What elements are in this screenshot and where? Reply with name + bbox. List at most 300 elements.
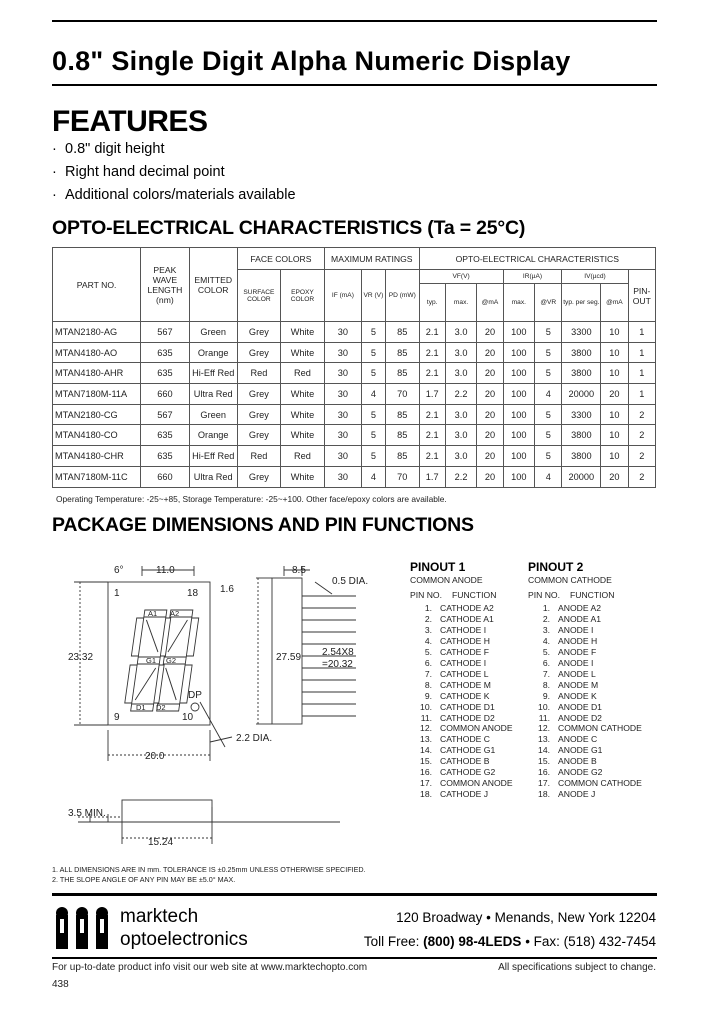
dim-pin-dia-label: 0.5 DIA. xyxy=(332,576,369,587)
cell-iv-typ: 3800 xyxy=(562,425,601,446)
pin-number: 9. xyxy=(424,690,432,701)
cell-color: Orange xyxy=(189,342,237,363)
cell-vf-typ: 2.1 xyxy=(419,342,445,363)
dim-bottom-width-label: 20.0 xyxy=(145,751,165,762)
pinout1-title: PINOUT 1 xyxy=(410,560,466,574)
pin-row xyxy=(526,691,597,702)
dim-dp-dia-label: 2.2 DIA. xyxy=(236,733,273,744)
cell-ir-vr: 4 xyxy=(535,384,562,405)
cell-vf-typ: 1.7 xyxy=(419,466,445,487)
cell-wave: 635 xyxy=(141,342,189,363)
cell-ir-vr: 5 xyxy=(535,404,562,425)
cell-vf-ma: 20 xyxy=(477,322,503,343)
cell-vf-ma: 20 xyxy=(477,342,503,363)
cell-vf-max: 3.0 xyxy=(445,322,477,343)
pin-function: ANODE D2 xyxy=(558,712,602,723)
cell-if: 30 xyxy=(325,322,362,343)
cell-epoxy: Red xyxy=(280,446,324,467)
cell-surface: Grey xyxy=(237,425,280,446)
pin-number: 1. xyxy=(424,603,432,613)
table-row xyxy=(53,466,656,487)
cell-pd: 85 xyxy=(385,322,419,343)
dim-min-length-label: 3.5 MIN. xyxy=(68,808,106,819)
pin-number: 7. xyxy=(424,668,432,679)
pin-row xyxy=(408,778,513,789)
cell-epoxy: White xyxy=(280,322,324,343)
footer-rule xyxy=(52,893,657,896)
cell-if: 30 xyxy=(325,384,362,405)
side-view-outline xyxy=(272,578,302,724)
cell-vf-max: 2.2 xyxy=(445,384,477,405)
dim-width-label: 11.0 xyxy=(156,565,175,576)
cell-epoxy: Red xyxy=(280,363,324,384)
pin-function: COMMON CATHODE xyxy=(558,778,642,789)
pin-number: 6. xyxy=(424,657,432,668)
company-name-line1: marktech xyxy=(120,906,199,927)
cell-if: 30 xyxy=(325,363,362,384)
pin-row xyxy=(408,789,488,800)
page-title: 0.8" Single Digit Alpha Numeric Display xyxy=(52,46,571,76)
pin-number: 14. xyxy=(420,745,432,756)
pin-function: ANODE J xyxy=(558,789,596,800)
cell-pd: 85 xyxy=(385,425,419,446)
pin-row xyxy=(408,658,486,669)
pin-function: ANODE F xyxy=(558,646,597,657)
decimal-point xyxy=(191,703,199,711)
pin-row xyxy=(408,691,490,702)
pin-function: ANODE A1 xyxy=(558,613,601,624)
pin-number: 17. xyxy=(538,778,550,789)
pin-number: 2. xyxy=(424,613,432,624)
fax-number: • Fax: (518) 432-7454 xyxy=(521,934,656,949)
cell-ir-max: 100 xyxy=(503,425,535,446)
pin-10-label: 10 xyxy=(182,712,194,723)
pinout2-subtitle: COMMON CATHODE xyxy=(528,575,612,585)
pin-18-label: 18 xyxy=(187,588,199,599)
pin-row xyxy=(526,680,598,691)
pin-number: 4. xyxy=(424,635,432,646)
pin-row xyxy=(408,680,491,691)
pin-row xyxy=(408,756,490,767)
cell-vf-typ: 2.1 xyxy=(419,322,445,343)
pin-row xyxy=(408,734,490,745)
pin-function: CATHODE L xyxy=(440,668,489,679)
pin-number: 15. xyxy=(538,756,550,767)
table-row xyxy=(53,363,656,384)
cell-epoxy: White xyxy=(280,425,324,446)
pin-number: 5. xyxy=(424,646,432,657)
pin-row xyxy=(408,625,486,636)
pin-function: CATHODE G1 xyxy=(440,745,496,756)
table-row xyxy=(53,384,656,405)
pin-function: COMMON ANODE xyxy=(440,778,513,789)
cell-wave: 635 xyxy=(141,425,189,446)
pin-function: CATHODE I xyxy=(440,624,487,635)
operating-note: Operating Temperature: -25~+85, Storage Temperature: -25~+100. Other face/epoxy colors are available. xyxy=(56,494,447,504)
cell-ir-vr: 4 xyxy=(535,466,562,487)
dim-depth-label: 8.5 xyxy=(292,565,306,576)
cell-pd: 85 xyxy=(385,446,419,467)
cell-vf-typ: 2.1 xyxy=(419,363,445,384)
cell-surface: Grey xyxy=(237,404,280,425)
cell-vf-ma: 20 xyxy=(477,446,503,467)
pin-number: 12. xyxy=(420,723,432,734)
cell-vf-ma: 20 xyxy=(477,384,503,405)
cell-epoxy: White xyxy=(280,404,324,425)
col-opto-char: OPTO-ELECTRICAL CHARACTERISTICS xyxy=(419,248,655,270)
col-emitted-color: EMITTED COLOR xyxy=(189,248,237,322)
pin-row xyxy=(408,745,495,756)
cell-pin: 1 xyxy=(628,384,655,405)
cell-epoxy: White xyxy=(280,466,324,487)
cell-pin: 1 xyxy=(628,363,655,384)
cell-vf-ma: 20 xyxy=(477,404,503,425)
cell-surface: Red xyxy=(237,446,280,467)
col-peak-wave: PEAK WAVE LENGTH (nm) xyxy=(141,248,189,322)
pin-number: 13. xyxy=(538,734,550,745)
cell-surface: Grey xyxy=(237,466,280,487)
cell-ir-max: 100 xyxy=(503,404,535,425)
cell-surface: Grey xyxy=(237,322,280,343)
col-ir: IR(µA) xyxy=(503,270,562,284)
cell-part: MTAN4180-AHR xyxy=(53,363,141,384)
cell-iv-ma: 10 xyxy=(601,446,628,467)
pin-row xyxy=(526,713,602,724)
package-drawing xyxy=(60,552,405,872)
col-epoxy-color: EPOXY COLOR xyxy=(280,270,324,322)
cell-part: MTAN4180-CO xyxy=(53,425,141,446)
cell-ir-max: 100 xyxy=(503,384,535,405)
cell-vf-ma: 20 xyxy=(477,466,503,487)
cell-pin: 2 xyxy=(628,425,655,446)
feature-item: · Additional colors/materials available xyxy=(52,187,296,203)
cell-part: MTAN7180M-11A xyxy=(53,384,141,405)
pinout2-title: PINOUT 2 xyxy=(528,560,584,574)
cell-pin: 1 xyxy=(628,342,655,363)
cell-pin: 2 xyxy=(628,404,655,425)
pin-row xyxy=(526,647,596,658)
cell-surface: Grey xyxy=(237,384,280,405)
cell-if: 30 xyxy=(325,446,362,467)
cell-iv-typ: 3300 xyxy=(562,322,601,343)
col-ir-max: max. xyxy=(503,284,535,322)
cell-ir-max: 100 xyxy=(503,342,535,363)
pin-9-label: 9 xyxy=(114,712,120,723)
pin-number: 8. xyxy=(542,679,550,690)
cell-iv-ma: 10 xyxy=(601,342,628,363)
cell-vf-max: 3.0 xyxy=(445,342,477,363)
page-number: 438 xyxy=(52,979,69,990)
cell-ir-vr: 5 xyxy=(535,363,562,384)
cell-vr: 5 xyxy=(361,446,385,467)
pin-function: CATHODE M xyxy=(440,679,491,690)
pin-number: 14. xyxy=(538,745,550,756)
website-text: For up-to-date product info visit our web site at www.marktechopto.com xyxy=(52,962,368,973)
pin-row xyxy=(526,625,593,636)
pin-function: CATHODE H xyxy=(440,635,490,646)
pin-row xyxy=(408,702,495,713)
cell-pd: 85 xyxy=(385,363,419,384)
cell-iv-typ: 3800 xyxy=(562,363,601,384)
pin-row xyxy=(526,702,602,713)
cell-vf-typ: 1.7 xyxy=(419,384,445,405)
cell-vf-max: 2.2 xyxy=(445,466,477,487)
pin-row xyxy=(408,713,495,724)
seg-a1-label: A1 xyxy=(148,609,158,618)
cell-vf-max: 3.0 xyxy=(445,363,477,384)
cell-iv-ma: 10 xyxy=(601,322,628,343)
cell-wave: 567 xyxy=(141,322,189,343)
phone-number: (800) 98-4LEDS xyxy=(423,934,522,949)
cell-vf-max: 3.0 xyxy=(445,425,477,446)
pin-number: 7. xyxy=(542,668,550,679)
cell-part: MTAN4180-CHR xyxy=(53,446,141,467)
seg-d1-label: D1 xyxy=(136,703,146,712)
dim-pitch-label: 2.54X8 xyxy=(322,647,354,658)
cell-vr: 5 xyxy=(361,322,385,343)
cell-epoxy: White xyxy=(280,342,324,363)
cell-iv-typ: 20000 xyxy=(562,384,601,405)
col-if: IF (mA) xyxy=(325,270,362,322)
cell-iv-typ: 20000 xyxy=(562,466,601,487)
cell-vf-typ: 2.1 xyxy=(419,446,445,467)
pin-row xyxy=(408,647,489,658)
cell-color: Hi-Eff Red xyxy=(189,446,237,467)
pin-row xyxy=(526,614,601,625)
pin-function: ANODE A2 xyxy=(558,603,601,613)
pinout2-col-no: PIN NO. xyxy=(528,590,560,600)
cell-iv-ma: 10 xyxy=(601,425,628,446)
cell-iv-typ: 3800 xyxy=(562,446,601,467)
cell-vf-ma: 20 xyxy=(477,363,503,384)
cell-wave: 567 xyxy=(141,404,189,425)
pin-row xyxy=(408,767,495,778)
pin-number: 13. xyxy=(420,734,432,745)
cell-part: MTAN7180M-11C xyxy=(53,466,141,487)
cell-ir-vr: 5 xyxy=(535,446,562,467)
bottom-view-outline xyxy=(122,800,212,822)
dim-pitch-total-label: =20.32 xyxy=(322,659,353,670)
disclaimer-text: All specifications subject to change. xyxy=(498,962,656,973)
seg-g1-label: G1 xyxy=(146,656,157,665)
cell-ir-max: 100 xyxy=(503,322,535,343)
cell-vr: 4 xyxy=(361,384,385,405)
cell-color: Green xyxy=(189,404,237,425)
cell-if: 30 xyxy=(325,342,362,363)
pin-number: 10. xyxy=(538,701,550,712)
cell-ir-max: 100 xyxy=(503,466,535,487)
seg-g2-label: G2 xyxy=(166,656,177,665)
pin-row xyxy=(526,756,597,767)
cell-pin: 2 xyxy=(628,446,655,467)
cell-vr: 5 xyxy=(361,425,385,446)
pin-number: 6. xyxy=(542,657,550,668)
pin-function: ANODE K xyxy=(558,690,597,701)
cell-vr: 5 xyxy=(361,404,385,425)
company-phone xyxy=(364,934,656,949)
cell-iv-typ: 3800 xyxy=(562,342,601,363)
pin-row xyxy=(408,614,494,625)
pin-row xyxy=(526,723,642,734)
pin-function: ANODE M xyxy=(558,679,599,690)
cell-color: Hi-Eff Red xyxy=(189,363,237,384)
seg-d2-label: D2 xyxy=(156,703,166,712)
dim-height-label: 23.32 xyxy=(68,652,94,663)
table-row xyxy=(53,322,656,343)
cell-ir-max: 100 xyxy=(503,446,535,467)
pin-row xyxy=(526,734,597,745)
pin-row xyxy=(408,723,513,734)
company-address: 120 Broadway • Menands, New York 12204 xyxy=(396,910,656,925)
spec-table xyxy=(52,247,656,488)
cell-wave: 635 xyxy=(141,363,189,384)
pin-number: 3. xyxy=(424,624,432,635)
pin-number: 11. xyxy=(420,712,432,723)
cell-wave: 660 xyxy=(141,384,189,405)
pin-function: ANODE G1 xyxy=(558,745,603,756)
pin-function: CATHODE A1 xyxy=(440,613,494,624)
pin-number: 18. xyxy=(420,789,432,800)
pin-number: 9. xyxy=(542,690,550,701)
pin-function: CATHODE C xyxy=(440,734,490,745)
cell-iv-ma: 10 xyxy=(601,363,628,384)
cell-surface: Red xyxy=(237,363,280,384)
pin-number: 16. xyxy=(538,767,550,778)
cell-if: 30 xyxy=(325,404,362,425)
cell-pd: 70 xyxy=(385,384,419,405)
pin-1-label: 1 xyxy=(114,588,120,599)
cell-iv-ma: 10 xyxy=(601,404,628,425)
pinout2-col-fn: FUNCTION xyxy=(570,590,615,600)
cell-vf-max: 3.0 xyxy=(445,404,477,425)
pin-function: CATHODE I xyxy=(440,657,487,668)
feature-item: · Right hand decimal point xyxy=(52,164,225,180)
pin-function: CATHODE K xyxy=(440,690,490,701)
cell-ir-vr: 5 xyxy=(535,425,562,446)
cell-epoxy: White xyxy=(280,384,324,405)
col-pd: PD (mW) xyxy=(385,270,419,322)
pin-number: 18. xyxy=(538,789,550,800)
cell-color: Ultra Red xyxy=(189,384,237,405)
pin-function: CATHODE J xyxy=(440,789,489,800)
pin-function: CATHODE F xyxy=(440,646,490,657)
title-rule xyxy=(52,84,657,86)
pin-number: 5. xyxy=(542,646,550,657)
pin-function: CATHODE B xyxy=(440,756,490,767)
pin-function: CATHODE D2 xyxy=(440,712,495,723)
pinout1-col-fn: FUNCTION xyxy=(452,590,497,600)
top-rule xyxy=(52,20,657,22)
pin-function: CATHODE A2 xyxy=(440,603,494,613)
pinout1-subtitle: COMMON ANODE xyxy=(410,575,483,585)
pin-row xyxy=(526,789,595,800)
cell-vf-typ: 2.1 xyxy=(419,404,445,425)
table-row xyxy=(53,404,656,425)
footnote-1: 1. ALL DIMENSIONS ARE IN mm. TOLERANCE IS ±0.25mm UNLESS OTHERWISE SPECIFIED. xyxy=(52,865,366,874)
package-heading: PACKAGE DIMENSIONS AND PIN FUNCTIONS xyxy=(52,514,474,536)
cell-part: MTAN2180-CG xyxy=(53,404,141,425)
footnote-2: 2. THE SLOPE ANGLE OF ANY PIN MAY BE ±5.0° MAX. xyxy=(52,875,236,884)
table-row xyxy=(53,446,656,467)
features-heading: FEATURES xyxy=(52,105,208,138)
pin-number: 2. xyxy=(542,613,550,624)
pin-function: ANODE L xyxy=(558,668,596,679)
col-ir-vr: @VR xyxy=(535,284,562,322)
cell-color: Ultra Red xyxy=(189,466,237,487)
cell-pin: 2 xyxy=(628,466,655,487)
pin-number: 8. xyxy=(424,679,432,690)
pin-function: ANODE I xyxy=(558,624,594,635)
pin-function: CATHODE G2 xyxy=(440,767,496,778)
col-vf-typ: typ. xyxy=(419,284,445,322)
bottom-rule xyxy=(52,957,657,959)
col-vf-max: max. xyxy=(445,284,477,322)
cell-pin: 1 xyxy=(628,322,655,343)
dim-offset-label: 1.6 xyxy=(220,584,234,595)
pin-row xyxy=(408,603,494,614)
table-row xyxy=(53,425,656,446)
cell-color: Orange xyxy=(189,425,237,446)
pin-function: ANODE D1 xyxy=(558,701,602,712)
col-iv-typ: typ. per seg. xyxy=(562,284,601,322)
pin-number: 10. xyxy=(420,701,432,712)
pin-row xyxy=(526,745,602,756)
cell-vr: 5 xyxy=(361,342,385,363)
dim-angle-label: 6° xyxy=(114,565,124,576)
col-vf-ma: @mA xyxy=(477,284,503,322)
cell-pd: 85 xyxy=(385,404,419,425)
pinout1-col-no: PIN NO. xyxy=(410,590,442,600)
pin-row xyxy=(408,669,489,680)
cell-iv-ma: 20 xyxy=(601,466,628,487)
dp-label: DP xyxy=(188,690,202,701)
dim-side-height-label: 27.59 xyxy=(276,652,302,663)
cell-vf-typ: 2.1 xyxy=(419,425,445,446)
pin-number: 4. xyxy=(542,635,550,646)
pin-row xyxy=(526,603,601,614)
pin-row xyxy=(408,636,490,647)
pin-function: ANODE I xyxy=(558,657,594,668)
pin-function: COMMON CATHODE xyxy=(558,723,642,734)
col-pin-out: PIN-OUT xyxy=(628,270,655,322)
cell-vr: 4 xyxy=(361,466,385,487)
cell-surface: Grey xyxy=(237,342,280,363)
col-part-no: PART NO. xyxy=(53,248,141,322)
feature-item: · 0.8" digit height xyxy=(52,141,165,157)
pin-row xyxy=(526,767,602,778)
col-vr: VR (V) xyxy=(361,270,385,322)
cell-iv-typ: 3300 xyxy=(562,404,601,425)
seg-a2-label: A2 xyxy=(170,609,180,618)
cell-wave: 660 xyxy=(141,466,189,487)
pin-number: 16. xyxy=(420,767,432,778)
company-name-line2: optoelectronics xyxy=(120,929,248,950)
pin-function: ANODE G2 xyxy=(558,767,603,778)
table-row xyxy=(53,342,656,363)
pin-number: 1. xyxy=(542,603,550,613)
marktech-logo-icon xyxy=(54,905,116,951)
opto-heading: OPTO-ELECTRICAL CHARACTERISTICS (Ta = 25°C) xyxy=(52,217,526,239)
cell-vf-ma: 20 xyxy=(477,425,503,446)
cell-iv-ma: 20 xyxy=(601,384,628,405)
cell-part: MTAN2180-AG xyxy=(53,322,141,343)
cell-wave: 635 xyxy=(141,446,189,467)
pin-function: CATHODE D1 xyxy=(440,701,495,712)
dim-pin-span-label: 15.24 xyxy=(148,837,174,848)
phone-prefix: Toll Free: xyxy=(363,934,424,949)
pin-row xyxy=(526,658,593,669)
cell-color: Green xyxy=(189,322,237,343)
